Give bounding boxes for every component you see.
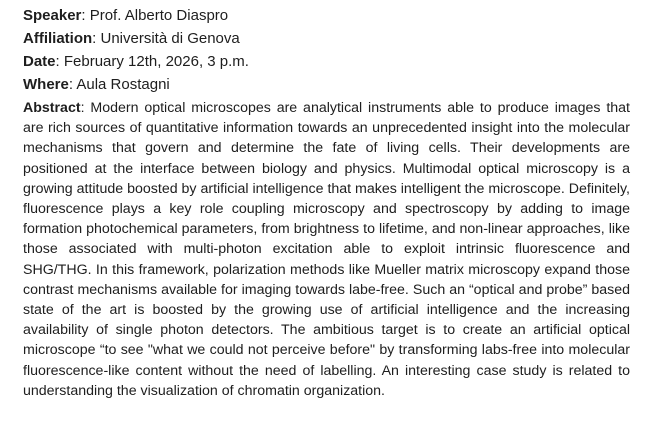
- affiliation-label: Affiliation: [23, 30, 93, 47]
- speaker-line: Speaker: Prof. Alberto Diaspro: [23, 7, 229, 24]
- date-value: February 12th, 2026, 3 p.m.: [63, 53, 249, 70]
- where-value: Aula Rostagni: [76, 76, 170, 93]
- abstract-label: Abstract: [23, 100, 81, 116]
- abstract-text: Modern optical microscopes are analytical instruments able to produce images that are rich sources of quantitative information towards an unprecedented insight into the molecular mechanisms that govern and determine the fate of living cells. Their developments are positioned at the interface between biology and physics. Multimodal optical microscopy is a growing attitude boosted by artificial intelligence that makes intelligent the microscope. Definitely, fluorescence plays a key role coupling microscopy and spectroscopy by adding to image formation photochemical parameters, from brightness to lifetime, and non-linear approaches, like those associated with multi-photon excitation able to exploit intrinsic fluorescence and SHG/THG. In this framework, polarization methods like Mueller matrix microscopy expand those contrast mechanisms available for imaging towards labe-free. Such an “optical and probe” based state of the art is boosted by the growing use of artificial intelligence and the increasing availability of single photon detectors. The ambitious target is to create an artificial optical microscope “to see "what we could not perceive before" by transforming labs-free into molecular fluorescence-like content without the need of labelling. An interesting case study is related to understanding the visualization of chromatin organization.: [23, 100, 630, 399]
- abstract-paragraph: Abstract: Modern optical microscopes are analytical instruments able to produce images that are rich sources of quantitative information towards an unprecedented insight into the molecular mechanisms that govern and determine the fate of living cells. Their developments are positioned at the interface between biology and physics. Multimodal optical microscopy is a growing attitude boosted by artificial intelligence that makes intelligent the microscope. Definitely, fluorescence plays a key role coupling microscopy and spectroscopy by adding to image formation photochemical parameters, from brightness to lifetime, and non-linear approaches, like those associated with multi-photon excitation able to exploit intrinsic fluorescence and SHG/THG. In this framework, polarization methods like Mueller matrix microscopy expand those contrast mechanisms available for imaging towards labe-free. Such an “optical and probe” based state of the art is boosted by the growing use of artificial intelligence and the increasing availability of single photon detectors. The ambitious target is to create an artificial optical microscope “to see "what we could not perceive before" by transforming labs-free into molecular fluorescence-like content without the need of labelling. An interesting case study is related to understanding the visualization of chromatin organization.: [23, 100, 630, 399]
- speaker-label: Speaker: [23, 7, 82, 24]
- speaker-value: Prof. Alberto Diaspro: [89, 7, 229, 24]
- date-label: Date: [23, 53, 56, 70]
- seminar-announcement: [23, 4, 630, 401]
- date-line: Date: February 12th, 2026, 3 p.m.: [23, 53, 249, 70]
- where-label: Where: [23, 76, 69, 93]
- where-line: Where: Aula Rostagni: [23, 76, 170, 93]
- affiliation-value: Università di Genova: [100, 30, 240, 47]
- affiliation-line: Affiliation: Università di Genova: [23, 30, 240, 47]
